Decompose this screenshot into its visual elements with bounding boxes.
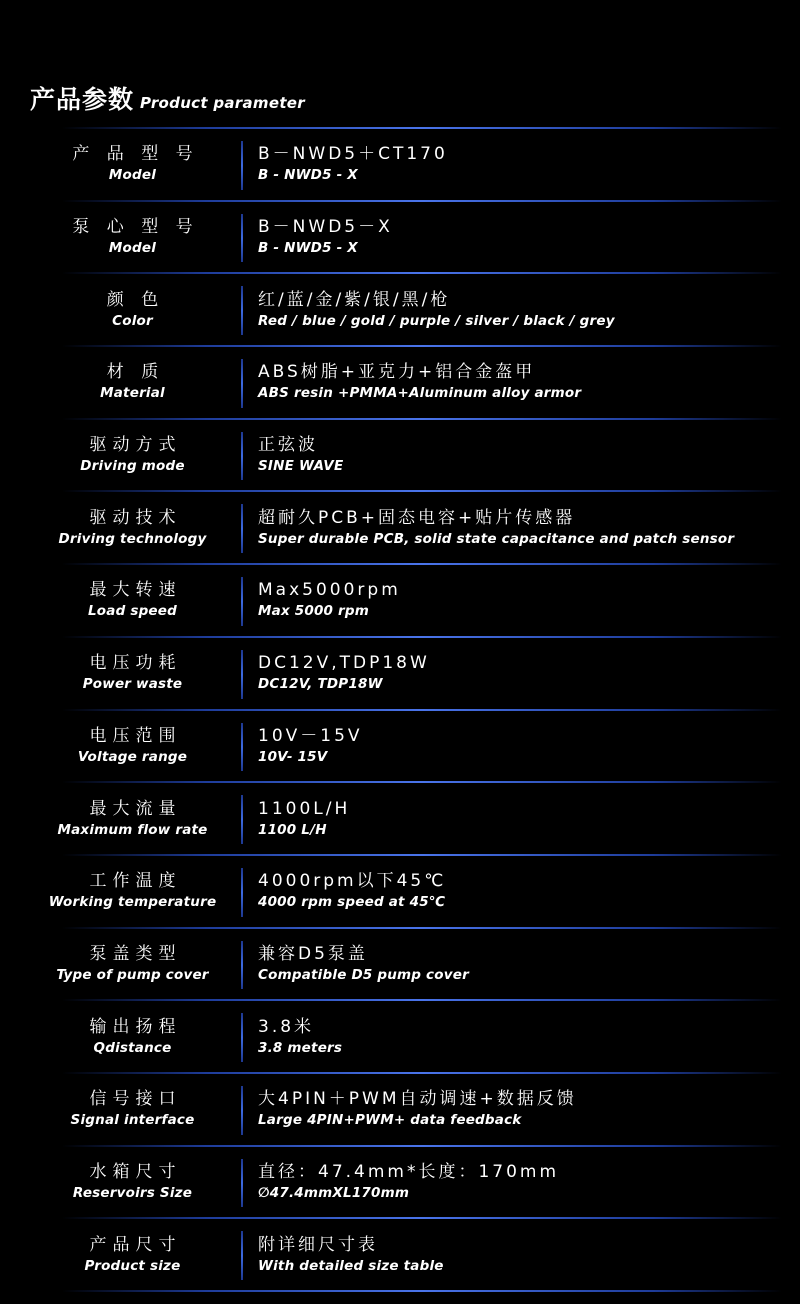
spec-label-cn: 最大转速 [89, 580, 182, 601]
spec-label [25, 420, 240, 491]
spec-value-en: With detailed size table [258, 1257, 444, 1274]
spec-value-en: ∅47.4mmXL170mm [258, 1184, 410, 1201]
spec-label-cn: 输出扬程 [89, 1016, 182, 1037]
spec-label-en: Model [108, 167, 157, 184]
spec-value-en: Large 4PIN+PWM+ data feedback [258, 1112, 522, 1129]
spec-label-cn: 电压范围 [89, 725, 182, 746]
spec-label-en: Qdistance [93, 1039, 172, 1056]
page-header [30, 80, 305, 120]
spec-value-cn: B－NWD5－X [258, 217, 393, 238]
spec-label-cn: 产品尺寸 [89, 1234, 182, 1255]
spec-label-cn: 泵 心 型 号 [72, 217, 199, 238]
spec-value-cn: ABS树脂+亚克力+铝合金盔甲 [258, 362, 536, 383]
spec-label-en: Reservoirs Size [72, 1184, 193, 1201]
spec-value [258, 711, 790, 782]
column-divider [241, 868, 243, 917]
spec-value [258, 202, 790, 273]
column-divider [241, 432, 243, 481]
spec-value-en: Compatible D5 pump cover [258, 966, 469, 983]
spec-value-en: 4000 rpm speed at 45℃ [258, 894, 446, 911]
spec-value-en: B - NWD5 - X [258, 240, 358, 257]
spec-label-cn: 驱动技术 [89, 507, 182, 528]
spec-label [25, 856, 240, 927]
column-divider [241, 1231, 243, 1280]
spec-value [258, 856, 790, 927]
spec-label [25, 1074, 240, 1145]
spec-value-en: 3.8 meters [258, 1039, 343, 1056]
spec-label-cn: 电压功耗 [89, 653, 182, 674]
spec-label [25, 638, 240, 709]
spec-label-en: Load speed [87, 603, 178, 620]
spec-value-en: DC12V, TDP18W [258, 676, 383, 693]
spec-row [0, 711, 800, 782]
spec-row [0, 1001, 800, 1072]
spec-label-cn: 泵盖类型 [89, 943, 182, 964]
spec-label-en: Signal interface [70, 1112, 195, 1129]
spec-value-cn: 大4PIN＋PWM自动调速+数据反馈 [258, 1089, 577, 1110]
spec-value-cn: 超耐久PCB+固态电容+贴片传感器 [258, 507, 576, 528]
spec-row [0, 129, 800, 200]
spec-label-en: Driving mode [80, 458, 185, 475]
spec-label-en: Color [112, 312, 153, 329]
column-divider [241, 214, 243, 263]
spec-row [0, 565, 800, 636]
spec-value-cn: 4000rpm以下45℃ [258, 871, 447, 892]
spec-value [258, 783, 790, 854]
spec-label [25, 1147, 240, 1218]
spec-label [25, 783, 240, 854]
spec-value [258, 492, 790, 563]
spec-label-en: Power waste [82, 676, 183, 693]
spec-label-cn: 工作温度 [89, 871, 182, 892]
spec-value-cn: Max5000rpm [258, 580, 401, 601]
spec-label-en: Type of pump cover [56, 966, 209, 983]
column-divider [241, 141, 243, 190]
row-divider [62, 1290, 782, 1292]
spec-row [0, 492, 800, 563]
spec-value-en: B - NWD5 - X [258, 167, 358, 184]
spec-value-cn: 正弦波 [258, 435, 318, 456]
column-divider [241, 577, 243, 626]
spec-label [25, 929, 240, 1000]
spec-label [25, 565, 240, 636]
spec-value-en: 10V- 15V [258, 748, 328, 765]
spec-value-cn: 红/蓝/金/紫/银/黑/枪 [258, 289, 451, 310]
spec-label-en: Maximum flow rate [57, 821, 208, 838]
spec-label [25, 202, 240, 273]
spec-row [0, 1074, 800, 1145]
spec-value-en: 1100 L/H [258, 821, 327, 838]
spec-value [258, 565, 790, 636]
spec-label-cn: 信号接口 [89, 1089, 182, 1110]
spec-row [0, 420, 800, 491]
column-divider [241, 1159, 243, 1208]
spec-value-en: Red / blue / gold / purple / silver / black / grey [258, 312, 615, 329]
spec-row [0, 856, 800, 927]
spec-row [0, 274, 800, 345]
spec-value-en: SINE WAVE [258, 458, 344, 475]
spec-value [258, 1001, 790, 1072]
spec-value-cn: 兼容D5泵盖 [258, 943, 368, 964]
spec-value-cn: B－NWD5＋CT170 [258, 144, 448, 165]
spec-label-cn: 颜 色 [106, 289, 165, 310]
spec-label [25, 1219, 240, 1290]
column-divider [241, 795, 243, 844]
spec-value [258, 1219, 790, 1290]
spec-label [25, 711, 240, 782]
spec-label-cn: 最大流量 [89, 798, 182, 819]
spec-value-en: Super durable PCB, solid state capacitance and patch sensor [258, 530, 735, 547]
column-divider [241, 723, 243, 772]
spec-row [0, 1147, 800, 1218]
spec-label-en: Material [100, 385, 165, 402]
spec-value [258, 929, 790, 1000]
column-divider [241, 504, 243, 553]
spec-label [25, 1001, 240, 1072]
spec-label [25, 347, 240, 418]
spec-label [25, 274, 240, 345]
spec-row [0, 783, 800, 854]
spec-value [258, 347, 790, 418]
column-divider [241, 650, 243, 699]
column-divider [241, 941, 243, 990]
spec-value [258, 420, 790, 491]
spec-value-cn: 3.8米 [258, 1016, 315, 1037]
spec-value-en: Max 5000 rpm [258, 603, 370, 620]
column-divider [241, 1013, 243, 1062]
spec-row [0, 347, 800, 418]
spec-value [258, 1074, 790, 1145]
spec-label-cn: 水箱尺寸 [89, 1161, 182, 1182]
spec-value [258, 129, 790, 200]
spec-table [0, 127, 800, 1292]
spec-value [258, 1147, 790, 1218]
spec-row [0, 1219, 800, 1290]
spec-value-cn: 附详细尺寸表 [258, 1234, 378, 1255]
spec-value [258, 638, 790, 709]
column-divider [241, 359, 243, 408]
spec-value [258, 274, 790, 345]
spec-label [25, 492, 240, 563]
page-title: 产品参数 [30, 85, 135, 114]
column-divider [241, 286, 243, 335]
spec-value-cn: 10V－15V [258, 725, 363, 746]
spec-row [0, 638, 800, 709]
spec-label-en: Driving technology [58, 530, 207, 547]
spec-row [0, 929, 800, 1000]
spec-row [0, 202, 800, 273]
spec-label-en: Voltage range [77, 748, 188, 765]
spec-label-en: Product size [84, 1257, 181, 1274]
page-subtitle: Product parameter [140, 94, 305, 112]
spec-value-cn: DC12V,TDP18W [258, 653, 430, 674]
spec-label-en: Model [108, 240, 157, 257]
spec-value-cn: 直径：47.4mm*长度：170mm [258, 1161, 560, 1182]
spec-value-cn: 1100L/H [258, 798, 351, 819]
column-divider [241, 1086, 243, 1135]
spec-label-cn: 驱动方式 [89, 435, 182, 456]
spec-label-cn: 产 品 型 号 [72, 144, 199, 165]
spec-label [25, 129, 240, 200]
spec-label-en: Working temperature [48, 894, 217, 911]
spec-label-cn: 材 质 [106, 362, 165, 383]
spec-value-en: ABS resin +PMMA+Aluminum alloy armor [258, 385, 582, 402]
